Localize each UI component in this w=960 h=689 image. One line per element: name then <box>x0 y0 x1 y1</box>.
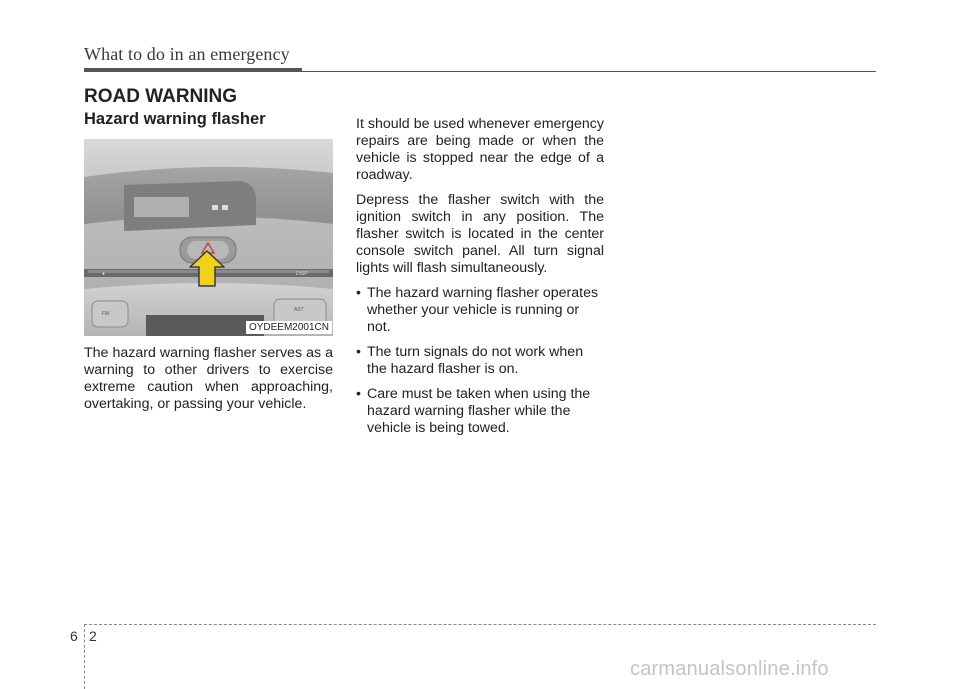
bullet-text: The turn signals do not work when the hazard flasher is on. <box>367 344 584 377</box>
bullet-text: Care must be taken when using the hazard warning flasher while the vehicle is being towed. <box>367 386 591 436</box>
left-paragraph: The hazard warning flasher serves as a warning to other drivers to exercise extreme caution when approaching, overtaking, or passing your vehicle. <box>84 345 333 412</box>
bullet-icon: • <box>356 344 361 360</box>
footer-rule <box>84 624 876 625</box>
bullet-list <box>356 285 604 437</box>
svg-text:●: ● <box>102 271 106 277</box>
page-number: 2 <box>89 628 97 644</box>
right-column <box>356 116 604 445</box>
dashboard-photo <box>84 139 333 336</box>
page-chapter: 6 <box>70 628 78 644</box>
chapter-title: What to do in an emergency <box>84 44 290 64</box>
left-column <box>84 345 333 413</box>
section-title: ROAD WARNING <box>84 86 238 107</box>
bullet-text: The hazard warning flasher operates whether your vehicle is running or not. <box>367 285 599 335</box>
right-paragraph-1: It should be used whenever emergency repairs are being made or when the vehicle is stopped near the edge of a roadway. <box>356 116 604 183</box>
section-subtitle: Hazard warning flasher <box>84 110 266 128</box>
list-item <box>356 344 604 378</box>
list-item <box>356 386 604 437</box>
bullet-icon: • <box>356 285 361 301</box>
footer-divider <box>84 624 85 689</box>
header-rule-thin <box>84 71 876 72</box>
ast-label: AST <box>294 307 304 313</box>
figure-code: OYDEEM2001CN <box>246 321 332 334</box>
disp-label: DISP <box>296 271 308 277</box>
list-item <box>356 285 604 336</box>
bullet-icon: • <box>356 386 361 402</box>
fm-label: FM <box>102 311 110 317</box>
watermark: carmanualsonline.info <box>630 658 829 680</box>
right-paragraph-2: Depress the flasher switch with the ignition switch in any position. The flasher switch is located in the center console switch panel. All turn signal lights will flash simultaneously. <box>356 192 604 276</box>
